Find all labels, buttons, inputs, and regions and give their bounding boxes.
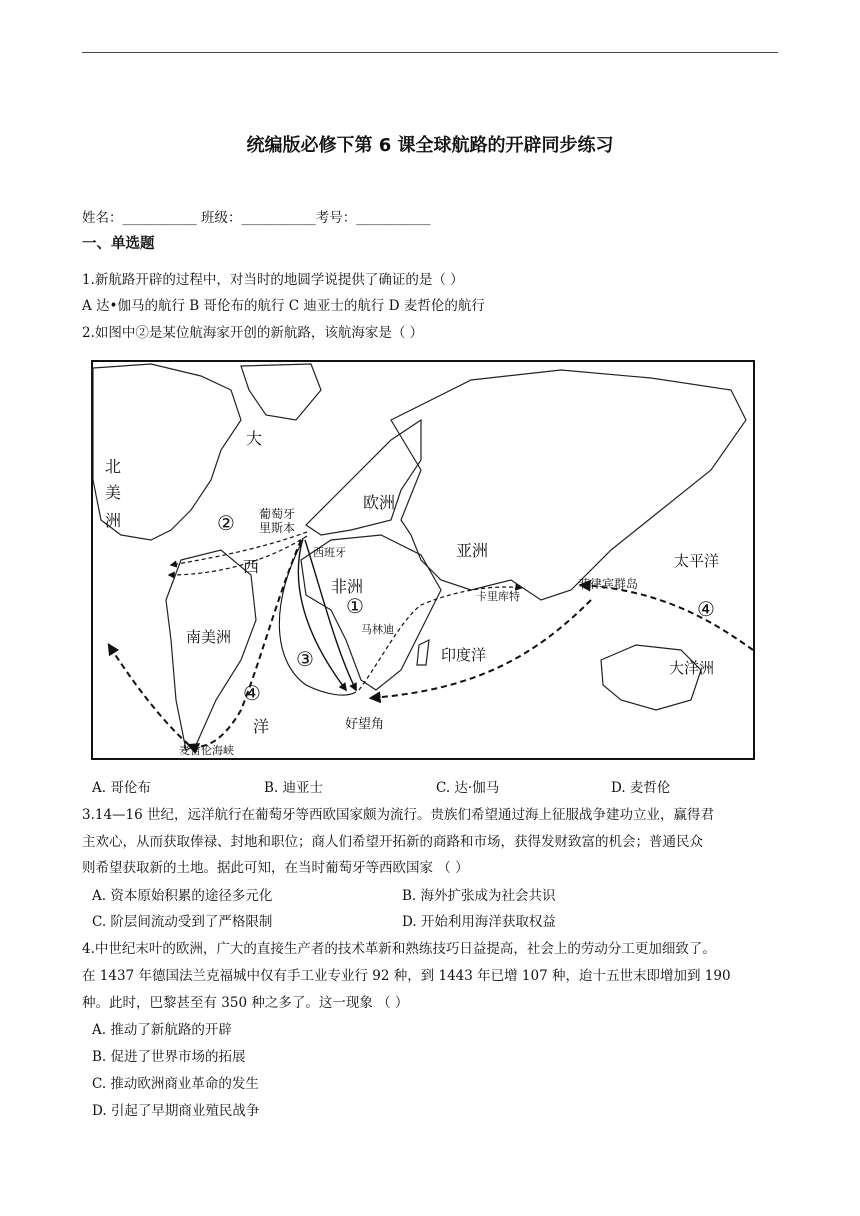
q2-option-b[interactable]: B. 迪亚士 <box>264 780 324 796</box>
label-spain: 西班牙 <box>313 546 346 559</box>
label-atlantic-da: 大 <box>246 429 263 448</box>
q1-options: A 达•伽马的航行 B 哥伦布的航行 C 迪亚士的航行 D 麦哲伦的航行 <box>82 298 485 314</box>
q3-stem-line1: 3.14—16 世纪，远洋航行在葡萄牙等西欧国家颇为流行。贵族们希望通过海上征服战争建功立业，赢得君 <box>82 807 715 823</box>
q3-option-a[interactable]: A. 资本原始积累的途径多元化 <box>92 888 273 904</box>
label-south-america: 南美洲 <box>186 628 232 646</box>
route-1-marker: ① <box>346 594 364 618</box>
label-asia: 亚洲 <box>456 541 489 560</box>
route-2-marker: ② <box>217 511 235 535</box>
q2-stem: 2.如图中②是某位航海家开创的新航路，该航海家是（ ） <box>82 325 424 341</box>
label-malindi: 马林迪 <box>361 623 394 636</box>
q4-option-a[interactable]: A. 推动了新航路的开辟 <box>92 1022 232 1038</box>
label-north-america-1: 北 <box>105 457 122 476</box>
q3-stem-line2: 主欢心，从而获取俸禄、封地和职位；商人们希望开拓新的商路和市场，获得发财致富的机会；普通民众 <box>82 834 703 850</box>
header-rule <box>82 52 778 53</box>
route-4-marker-pacific: ④ <box>697 597 715 621</box>
q4-stem-line3: 种。此时，巴黎甚至有 350 种之多了。这一现象 （ ） <box>82 995 409 1011</box>
section-heading: 一、单选题 <box>82 236 155 252</box>
label-atlantic-yang: 洋 <box>253 717 270 736</box>
label-north-america-2: 美 <box>105 483 122 502</box>
label-africa: 非洲 <box>331 577 364 596</box>
q2-option-c[interactable]: C. 达·伽马 <box>436 780 500 796</box>
label-atlantic-xi: 西 <box>243 557 260 576</box>
label-indian-ocean: 印度洋 <box>441 646 487 664</box>
q3-option-b[interactable]: B. 海外扩张成为社会共识 <box>402 888 556 904</box>
label-lisbon: 里斯本 <box>259 521 296 535</box>
q3-option-c[interactable]: C. 阶层间流动受到了严格限制 <box>92 914 273 930</box>
world-routes-map <box>91 360 755 760</box>
label-cape-of-good-hope: 好望角 <box>345 717 385 732</box>
label-oceania: 大洋洲 <box>669 659 715 677</box>
student-info-line: 姓名：___________ 班级：___________考号：___________ <box>82 210 431 226</box>
label-europe: 欧洲 <box>363 493 396 512</box>
label-magellan-strait: 麦哲伦海峡 <box>179 744 234 757</box>
label-north-america-3: 洲 <box>105 511 122 530</box>
q4-option-d[interactable]: D. 引起了早期商业殖民战争 <box>92 1103 260 1119</box>
route-3-marker: ③ <box>296 647 314 671</box>
q4-stem-line1: 4.中世纪末叶的欧洲，广大的直接生产者的技术革新和熟练技巧日益提高，社会上的劳动分工更加细致了。 <box>82 941 716 957</box>
route-4-marker-atlantic: ④ <box>243 681 261 705</box>
q4-option-c[interactable]: C. 推动欧洲商业革命的发生 <box>92 1076 259 1092</box>
q3-stem-line3: 则希望获取新的土地。据此可知，在当时葡萄牙等西欧国家 （ ） <box>82 860 469 876</box>
label-philippines: 菲律宾群岛 <box>578 577 639 591</box>
label-pacific: 太平洋 <box>674 552 720 570</box>
q2-option-d[interactable]: D. 麦哲伦 <box>611 780 671 796</box>
q3-option-d[interactable]: D. 开始利用海洋获取权益 <box>402 914 556 930</box>
label-portugal: 葡萄牙 <box>259 507 296 521</box>
page-title: 统编版必修下第 6 课全球航路的开辟同步练习 <box>246 135 614 156</box>
label-calicut: 卡里库特 <box>476 590 520 603</box>
q4-stem-line2: 在 1437 年德国法兰克福城中仅有手工业专业行 92 种，到 1443 年已增 107 种，迨十五世末即增加到 190 <box>82 968 731 984</box>
q2-option-a[interactable]: A. 哥伦布 <box>92 780 151 796</box>
q1-stem: 1.新航路开辟的过程中，对当时的地圆学说提供了确证的是（ ） <box>82 272 464 288</box>
q4-option-b[interactable]: B. 促进了世界市场的拓展 <box>92 1049 246 1065</box>
